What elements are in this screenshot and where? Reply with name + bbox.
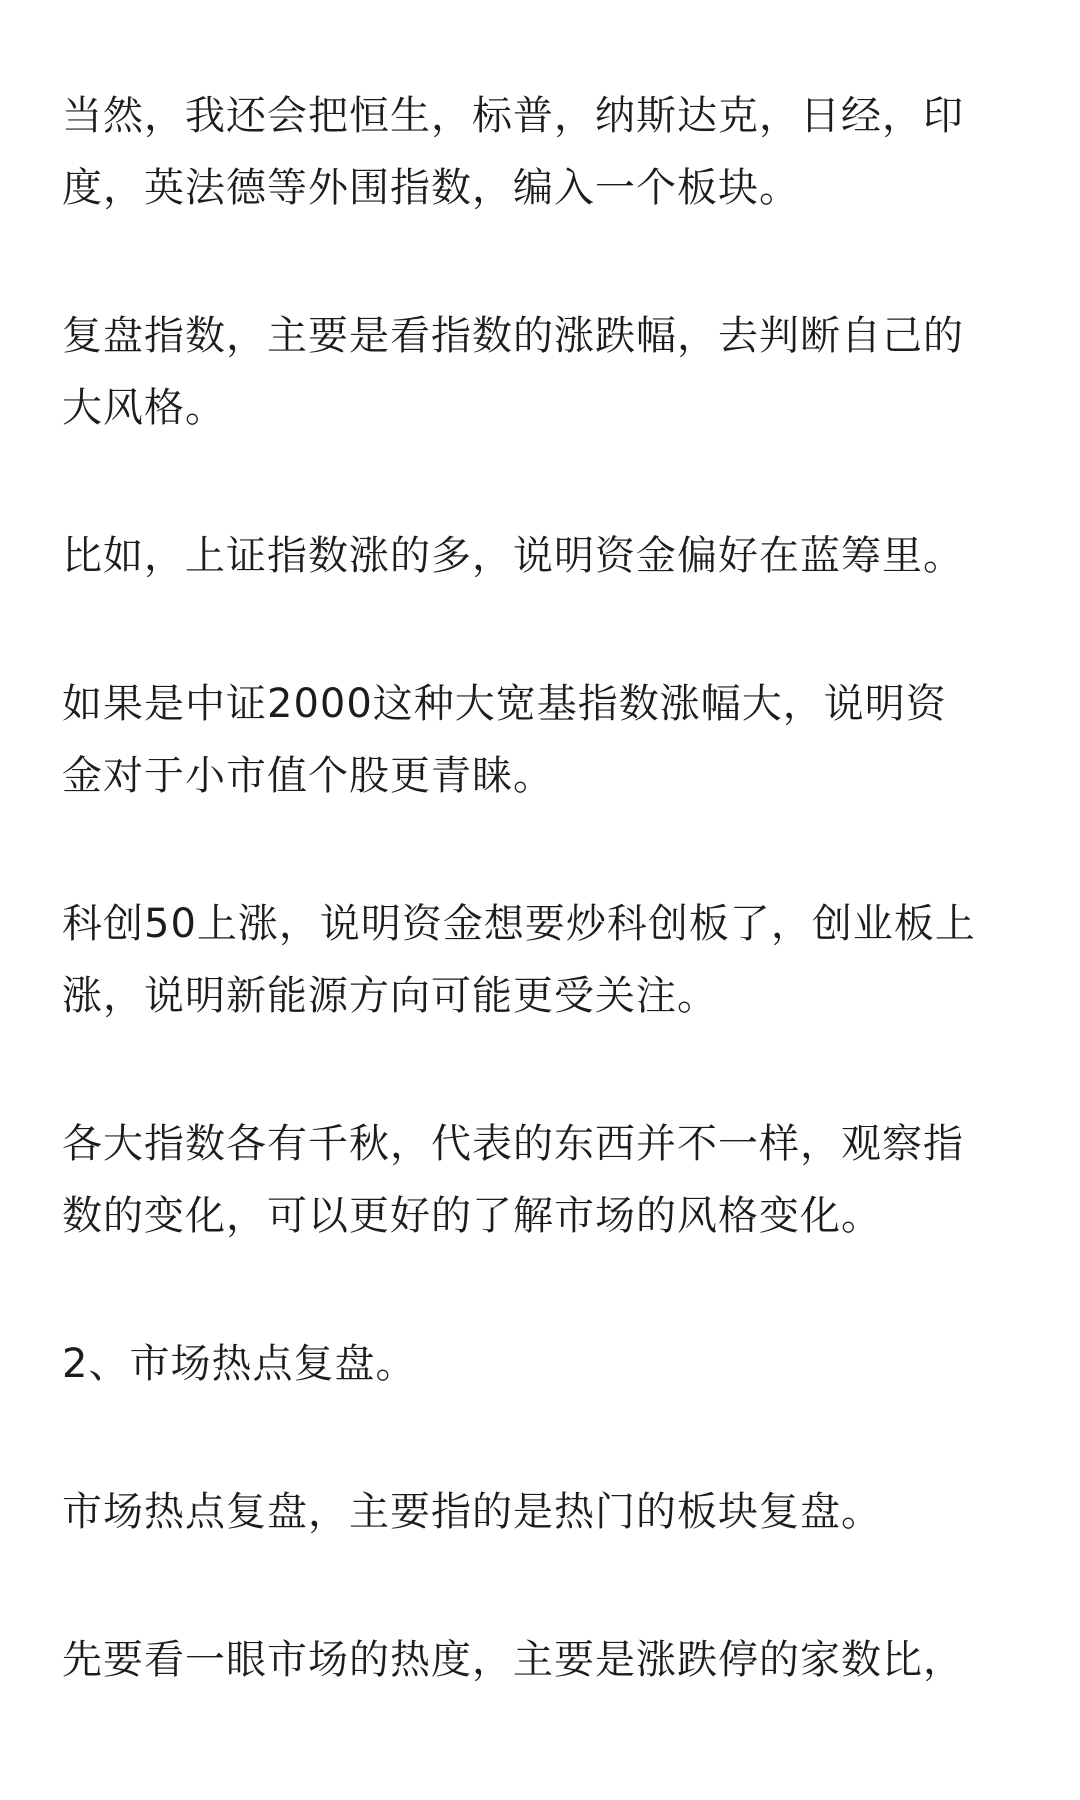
text-line: 大风格。 — [62, 385, 226, 431]
paragraph-hotspot-definition — [62, 1476, 1018, 1548]
text-line: 先要看一眼市场的热度，主要是涨跌停的家数比， — [62, 1637, 964, 1683]
text-line: 复盘指数，主要是看指数的涨跌幅，去判断自己的 — [62, 313, 964, 359]
text-line: 金对于小市值个股更青睐。 — [62, 753, 554, 799]
text-line: 当然，我还会把恒生，标普，纳斯达克，日经，印 — [62, 93, 964, 139]
text-line: 数的变化，可以更好的了解市场的风格变化。 — [62, 1193, 882, 1239]
section-heading-market-hotspots — [62, 1328, 1018, 1400]
text-line: 科创50上涨，说明资金想要炒科创板了，创业板上 — [62, 901, 976, 947]
paragraph-csi2000-example — [62, 668, 1018, 812]
text-line: 度，英法德等外围指数，编入一个板块。 — [62, 165, 800, 211]
paragraph-star50-example — [62, 888, 1018, 1032]
paragraph-shanghai-example — [62, 520, 1018, 592]
text-line: 比如，上证指数涨的多，说明资金偏好在蓝筹里。 — [62, 533, 964, 579]
paragraph-indices-summary — [62, 1108, 1018, 1252]
paragraph-overseas-indices — [62, 80, 1018, 224]
paragraph-review-indices — [62, 300, 1018, 444]
paragraph-market-heat — [62, 1624, 1018, 1696]
text-line: 2、市场热点复盘。 — [62, 1341, 417, 1387]
text-line: 如果是中证2000这种大宽基指数涨幅大，说明资 — [62, 681, 947, 727]
text-line: 涨，说明新能源方向可能更受关注。 — [62, 973, 718, 1019]
text-line: 各大指数各有千秋，代表的东西并不一样，观察指 — [62, 1121, 964, 1167]
text-line: 市场热点复盘，主要指的是热门的板块复盘。 — [62, 1489, 882, 1535]
